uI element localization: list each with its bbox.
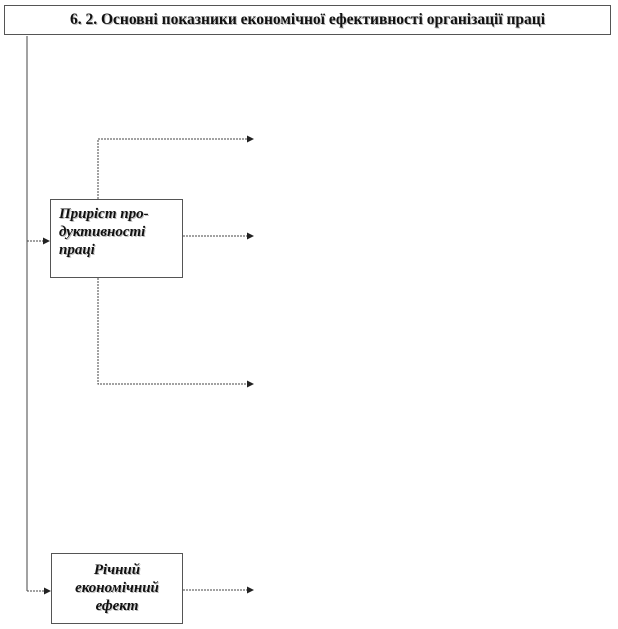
annual-line-2: економічний [75, 580, 159, 596]
growth-node [50, 199, 183, 278]
growth-line-3: праці [59, 242, 95, 258]
annual-line-3: ефект [95, 598, 139, 614]
growth-line-1: Приріст про- [59, 206, 149, 222]
branch-top [98, 139, 253, 199]
annual-line-1: Річний [93, 562, 141, 578]
annual-effect-node [51, 553, 183, 624]
diagram-title: 6. 2. Основні показники економічної ефективності організації праці [4, 5, 611, 35]
branch-bottom [98, 278, 253, 384]
growth-line-2: дуктивності [59, 224, 146, 240]
